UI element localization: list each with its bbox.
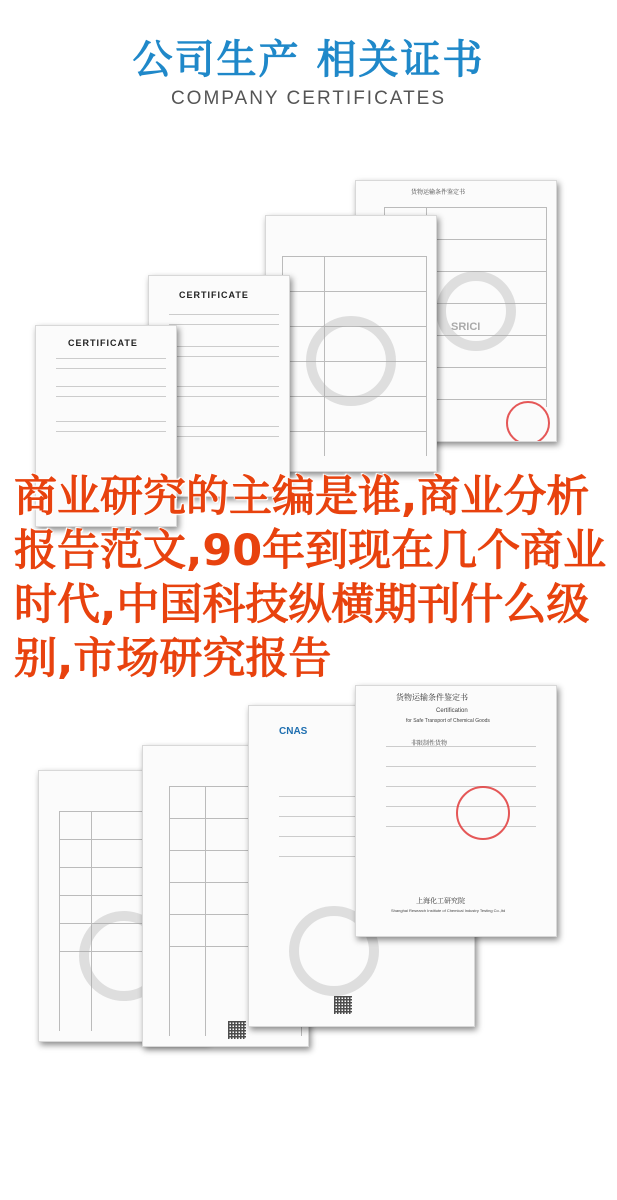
sric-watermark: [436, 271, 516, 351]
institute-name-en: Shanghai Research Institute of Chemical Industry Testing Co.,ltd: [391, 908, 506, 913]
red-stamp: [506, 401, 550, 442]
page-title: 公司生产 相关证书: [132, 37, 485, 83]
certificate-b-title: CERTIFICATE: [179, 290, 249, 300]
page-subtitle: COMPANY CERTIFICATES: [170, 88, 447, 109]
chem-subtitle-en: for Safe Transport of Chemical Goods: [406, 718, 490, 724]
cnas-logo: CNAS: [279, 726, 308, 737]
institute-name: 上海化工研究院: [416, 898, 465, 905]
chemical-transport-certificate: [355, 685, 557, 937]
certificate-a-title: CERTIFICATE: [68, 338, 138, 348]
overlay-headline: 商业研究的主编是谁,商业分析报告范文,90年到现在几个商业时代,中国科技纵横期刊什么级别,市场研究报告: [14, 472, 607, 684]
red-stamp: [456, 786, 510, 840]
qr-code-icon: [228, 1021, 246, 1039]
certificate-sheet-upper-middle: [265, 215, 437, 472]
chem-title-en: Certification: [436, 708, 468, 714]
sheet-heading: 货物运输条件鉴定书: [411, 190, 466, 196]
chem-title-cn: 货物运输条件鉴定书: [396, 693, 468, 702]
goods-name: 非限制性货物: [411, 741, 448, 747]
qr-code-icon: [334, 996, 352, 1014]
sric-logo-text: SRICI: [451, 321, 481, 333]
